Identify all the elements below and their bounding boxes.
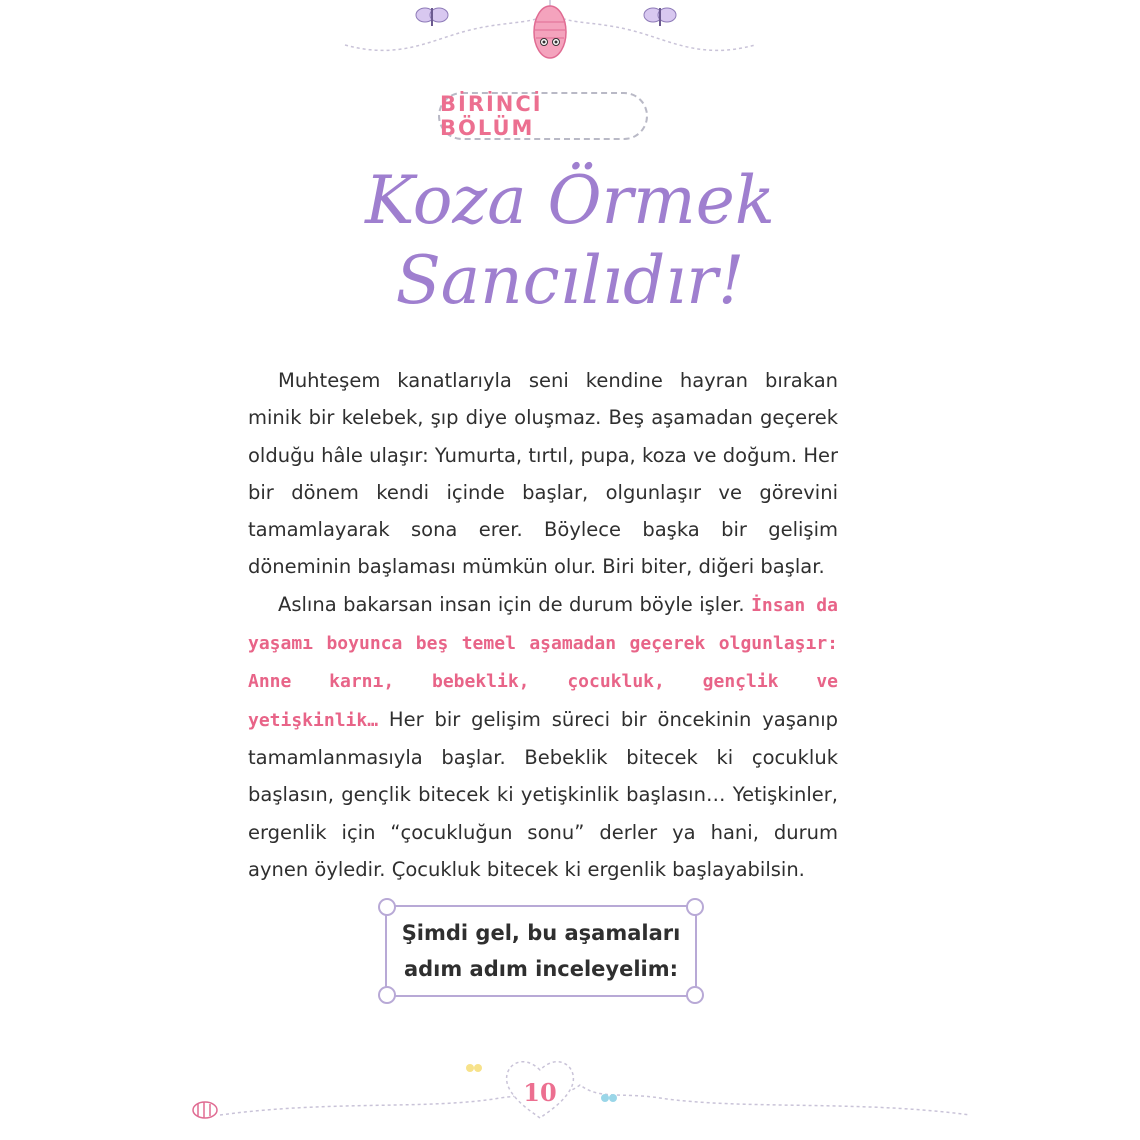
paragraph-2 xyxy=(248,586,838,888)
body-text xyxy=(248,362,838,888)
butterfly-icon xyxy=(416,8,448,26)
top-decoration xyxy=(340,0,760,80)
callout-line-2: adım adım inceleyelim: xyxy=(403,957,679,981)
cocoon-icon xyxy=(534,0,566,58)
butterfly-icon xyxy=(466,1064,482,1072)
paragraph-2-start: Aslına bakarsan insan için de durum böyle işler. xyxy=(278,592,752,616)
frame-corner xyxy=(686,898,704,916)
butterfly-icon xyxy=(601,1094,617,1102)
paragraph-2-end: Her bir gelişim süreci bir öncekinin yaşanıp tamamlanmasıyla başlar. Bebeklik bitecek ki çocukluk başlasın, gençlik bitecek ki yetişkinlik başlasın… Yetişkinler, ergenlik için “çocukluğun sonu” derler ya hani, durum aynen öyledir. Çocukluk bitecek ki ergenlik başlayabilsin. xyxy=(248,707,838,881)
bottom-decoration xyxy=(180,1040,980,1140)
page-title-line-2: Sancılıdır! xyxy=(395,242,745,319)
paragraph-1: Muhteşem kanatlarıyla seni kendine hayran bırakan minik bir kelebek, şıp diye oluşmaz. Beş aşamadan geçerek olduğu hâle ulaşır: Yumurta, tırtıl, pupa, koza ve doğum. Her bir dönem kendi içinde başlar, olgunlaşır ve görevini tamamlayarak sona erer. Böylece başka bir gelişim döneminin başlaması mümkün olur. Biri biter, diğeri başlar. xyxy=(248,369,838,579)
bee-icon xyxy=(193,1102,217,1118)
callout-box xyxy=(385,905,697,997)
page-number: 10 xyxy=(523,1078,557,1107)
paragraph-2-highlight: İnsan da yaşamı boyunca beş temel aşamadan geçerek olgunlaşır: Anne karnı, bebeklik, çocukluk, gençlik ve yetişkinlik… xyxy=(248,594,838,731)
butterfly-icon xyxy=(644,8,676,26)
frame-corner xyxy=(378,986,396,1004)
chapter-label: BİRİNCİ BÖLÜM xyxy=(438,92,648,140)
frame-corner xyxy=(378,898,396,916)
page-title-line-1: Koza Örmek xyxy=(365,162,775,239)
callout-line-1: Şimdi gel, bu aşamaları xyxy=(401,921,681,945)
frame-corner xyxy=(686,986,704,1004)
